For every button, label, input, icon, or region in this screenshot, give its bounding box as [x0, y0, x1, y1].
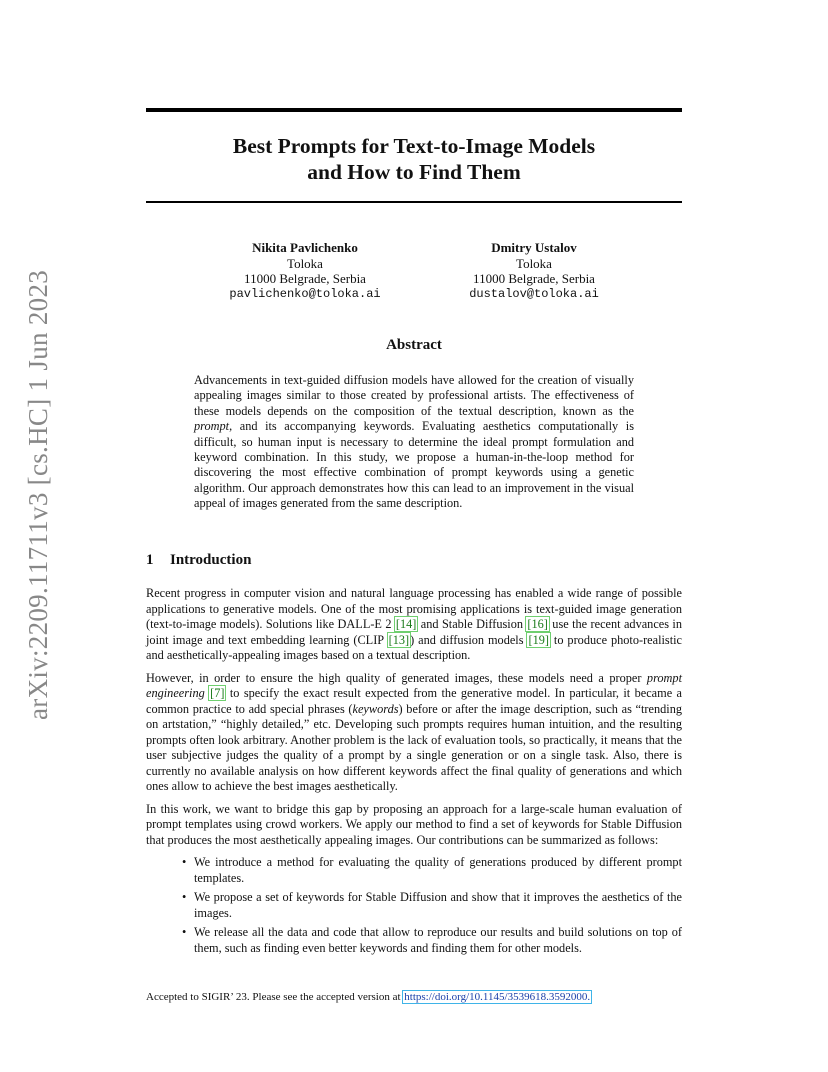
abstract-text-2: , and its accompanying keywords. Evaluating aesthetics computationally is difficult, so human input is necessary to determine the ideal prompt formulation and keyword combination. In this study, we propose a human-in-the-loop method for discovering the most effective combination of prompt keywords using a genetic algorithm. Our approach demonstrates how this can lead to an improvement in the visual appeal of images generated from the same description. [194, 419, 634, 511]
author-affiliation: Toloka [287, 255, 323, 271]
paragraph-1 [146, 586, 682, 664]
author-name: Nikita Pavlichenko [252, 240, 358, 255]
arxiv-identifier: arXiv:2209.11711v3 [cs.HC] 1 Jun 2023 [23, 269, 53, 720]
author-block-1 [205, 240, 405, 302]
abstract-emphasis: prompt [194, 419, 230, 434]
paper-title [146, 133, 682, 185]
footnote [146, 991, 706, 1004]
citation-link[interactable]: [14] [395, 617, 417, 631]
introduction-body [146, 586, 682, 960]
author-email: dustalov@toloka.ai [469, 286, 599, 301]
abstract-text-1: Advancements in text-guided diffusion models have allowed for the creation of visually appealing images similar to those created by professional artists. The effectiveness of these models depends on the composition of the textual description, known as the [194, 373, 634, 418]
author-location: 11000 Belgrade, Serbia [244, 271, 366, 286]
list-item: • We introduce a method for evaluating the quality of generations produced by different prompt templates. [182, 855, 682, 886]
text-run: to produce photo-realistic and aesthetically-appealing images based on a textual description. [146, 632, 682, 662]
text-run: However, in order to ensure the high quality of generated images, these models need a proper [146, 670, 647, 685]
author-email: pavlichenko@toloka.ai [229, 286, 381, 301]
text-run: and Stable Diffusion [417, 617, 527, 631]
section-number: 1 [146, 552, 154, 568]
abstract-heading: Abstract [386, 337, 442, 353]
author-affiliation: Toloka [516, 255, 552, 271]
title-line-1: Best Prompts for Text-to-Image Models [232, 134, 596, 158]
author-block-2 [434, 240, 634, 302]
emphasis: prompt engineering [146, 670, 682, 700]
title-top-rule [146, 108, 682, 112]
paragraph-3: In this work, we want to bridge this gap by proposing an approach for a large-scale human evaluation of prompt templates using crowd workers. We apply our method to find a set of keywords for Stable Diffusion that produces the most aesthetically appealing images. Our contributions can be summarized as follows: [146, 801, 682, 847]
paragraph-2 [146, 671, 682, 795]
text-run: ) and diffusion models [410, 632, 528, 647]
doi-link[interactable]: https://doi.org/10.1145/3539618.3592000. [404, 991, 591, 1003]
text-run: use the recent advances in joint image and text embedding learning (CLIP [146, 617, 682, 647]
title-line-2: and How to Find Them [307, 160, 521, 184]
author-name: Dmitry Ustalov [491, 240, 577, 255]
citation-link[interactable]: [19] [528, 632, 549, 647]
title-bottom-rule [146, 201, 682, 203]
emphasis: keywords [352, 701, 399, 716]
text-run: to specify the exact result expected from the generative model. In particular, it became a common practice to add special phrases ( [146, 686, 682, 716]
text-run: Recent progress in computer vision and natural language processing has enabled a wide range of possible applications to generative models. One of the most promising applications is text-guided image generation (text-to-image models). Solutions like DALL-E 2 [146, 586, 682, 631]
author-location: 11000 Belgrade, Serbia [473, 271, 595, 286]
list-item: • We release all the data and code that allow to reproduce our results and build solutions on top of them, such as finding even better keywords and finding them for other models. [182, 925, 682, 956]
list-item: • We propose a set of keywords for Stable Diffusion and show that it improves the aesthetics of the images. [182, 890, 682, 921]
citation-link[interactable]: [7] [210, 686, 225, 700]
abstract-body [194, 373, 634, 512]
section-title: Introduction [170, 552, 252, 568]
citation-link[interactable]: [13] [388, 632, 410, 647]
contributions-list [146, 855, 682, 956]
text-run: ) before or after the image description, such as “trending on artstation,” “highly detailed,” etc. Developing such prompts requires human intuition, and the resulting prompts often look arbitrary. Another problem is the lack of evaluation tools, so practically, it means that the user subjective judges the quality of a prompt by a single generation or on a single task. Also, there is currently no available analysis on how different keywords affect the final quality of generations and which ones allow to achieve the best images aesthetically. [146, 701, 682, 793]
section-heading-introduction [146, 552, 251, 569]
footnote-text: Accepted to SIGIR’ 23. Please see the accepted version at [146, 991, 404, 1003]
citation-link[interactable]: [16] [527, 617, 548, 631]
